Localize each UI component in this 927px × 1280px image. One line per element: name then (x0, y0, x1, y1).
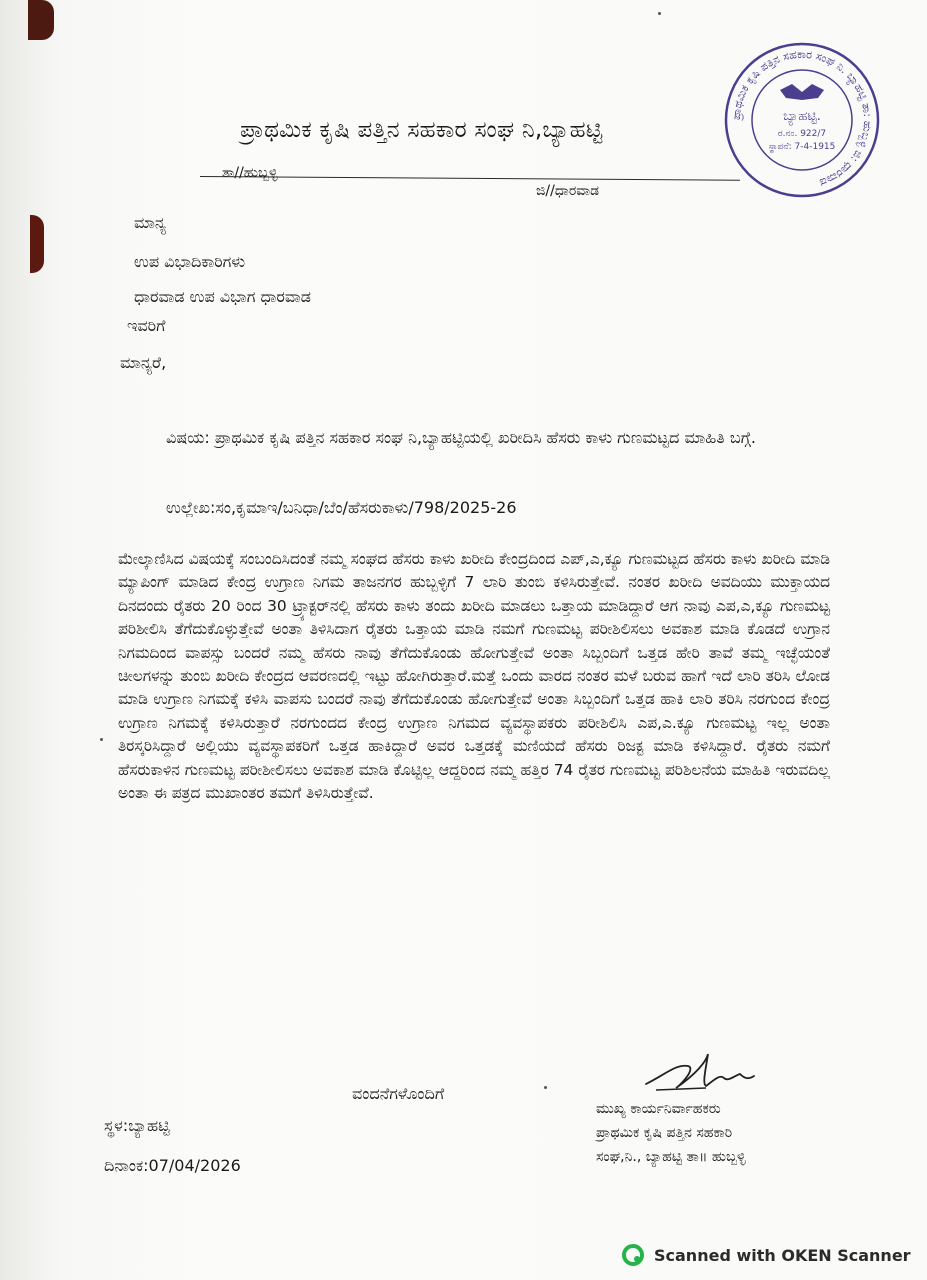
seal-reg-date: ಸ್ಥಾಪನೆ: 7-4-1915 (768, 142, 836, 152)
letterhead-district: ಜಿ//ಧಾರವಾಡ (536, 183, 600, 199)
handwritten-signature (636, 1044, 766, 1100)
recipient-to: ಇವರಿಗೆ (127, 316, 166, 335)
signatory-org: ಪ್ರಾಥಮಿಕ ಕೃಷಿ ಪತ್ತಿನ ಸಹಕಾರಿ (596, 1125, 733, 1141)
letterhead-rule (200, 176, 740, 181)
signatory-location: ಸಂಘ,ನಿ., ಬ್ಯಾಹಟ್ಟಿ ತಾ॥ ಹುಬ್ಬಳ್ಳಿ (596, 1149, 746, 1165)
scanner-watermark (622, 1242, 911, 1268)
recipient-honorific: ಮಾನ್ಯ (134, 213, 166, 232)
signatory-title: ಮುಖ್ಯ ಕಾರ್ಯನಿರ್ವಾಹಕರು (596, 1101, 721, 1117)
handshake-icon (780, 84, 824, 100)
recipient-designation: ಉಪ ವಿಭಾದಿಕಾರಿಗಳು (134, 252, 246, 271)
letter-place: ಸ್ಥಳ:ಬ್ಯಾಹಟ್ಟಿ (104, 1116, 170, 1135)
salutation: ಮಾನ್ಯರೆ, (120, 353, 167, 372)
signatory-block (596, 1097, 746, 1169)
society-seal-stamp (722, 40, 882, 200)
letter-reference: ಉಲ್ಲೇಖ:ಸಂ,ಕೃಮಾಇ/ಬನಿಧಾ/ಬೆಂ/ಹೆಸರುಕಾಳು/798/2025-26 (166, 498, 517, 517)
scan-speck (658, 12, 661, 15)
letter-date: ದಿನಾಂಕ:07/04/2026 (104, 1156, 241, 1175)
closing-greeting: ವಂದನೆಗಳೊಂದಿಗೆ (352, 1084, 445, 1103)
scan-speck (100, 738, 103, 741)
seal-ring-text: ಪ್ರಾಥಮಿಕ ಕೃಷಿ ಪತ್ತಿನ ಸಹಕಾರ ಸಂಘ ನಿ. ಬ್ಯಾಹಟ್ಟಿ ತಾ: ಹುಬ್ಬಳ್ಳಿ ಜಿ: ಧಾರವಾಡ (729, 47, 875, 190)
page-edge-shadow-top (28, 0, 54, 40)
scan-speck (544, 1086, 547, 1089)
seal-reg-no: ರ.ನಂ. 922/7 (777, 129, 827, 139)
seal-center-name: ಬ್ಯಾಹಟ್ಟಿ. (783, 109, 821, 124)
letter-subject: ವಿಷಯ: ಪ್ರಾಥಮಿಕ ಕೃಷಿ ಪತ್ತಿನ ಸಹಕಾರ ಸಂಘ ನಿ,ಬ್ಯಾಹಟ್ಟಿಯಲ್ಲಿ ಖರೀದಿಸಿ ಹೆಸರು ಕಾಳು ಗುಣಮಟ್ಟದ ಮಾಹಿತಿ ಬಗ್ಗೆ. (166, 428, 756, 447)
scanner-label: Scanned with OKEN Scanner (654, 1245, 911, 1265)
page-edge-shadow-mid (30, 215, 44, 273)
letterhead-taluk: ತಾ//ಹುಬ್ಬಳ್ಳಿ (222, 165, 278, 181)
letter-body: ಮೇಲ್ಕಾಣಿಸಿದ ವಿಷಯಕ್ಕೆ ಸಂಬಂದಿಸಿದಂತೆ ನಮ್ಮ ಸಂಘದ ಹೆಸರು ಕಾಳು ಖರೀದಿ ಕೇಂದ್ರದಿಂದ ಎಪ್,ಎ,ಕ್ಯೂ ಗುಣಮಟ್ಟದ ಹೆಸರು ಕಾಳು ಖರೀದಿ ಮಾಡಿ ಮ್ಯಾಪಿಂಗ್ ಮಾಡಿದ ಕೇಂದ್ರ ಉಗ್ರಾಣ ನಿಗಮ ತಾಜನಗರ ಹುಬ್ಬಳ್ಳಿಗೆ 7 ಲಾರಿ ತುಂಬಿ ಕಳಿಸಿರುತ್ತೇವೆ. ನಂತರ ಖರೀದಿ ಅವದಿಯು ಮುಕ್ತಾಯದ ದಿನದಂದು ರೈತರು 20 ರಿಂದ 30 ಟ್ರ್ಯಾಕ್ಟರ್‌ನಲ್ಲಿ ಹೆಸರು ಕಾಳು ತಂದು ಖರೀದಿ ಮಾಡಲು ಒತ್ತಾಯ ಮಾಡಿದ್ದಾರೆ ಆಗ ನಾವು ಎಪ,ಎ,ಕ್ಯೂ ಗುಣಮಟ್ಟ ಪರಿಶೀಲಿಸಿ ತೆಗೆದುಕೊಳ್ಳುತ್ತೇವೆ ಅಂತಾ ತಿಳಿಸಿದಾಗ ರೈತರು ಒತ್ತಾಯ ಮಾಡಿ ನಮಗೆ ಗುಣಮಟ್ಟ ಪರೀಶಿಲಿಸಲು ಅವಕಾಶ ಮಾಡಿ ಕೊಡದೆ ಉಗ್ರಾನ ನಿಗಮದಿಂದ ವಾಪಸ್ಸು ಬಂದರೆ ನಮ್ಮ ಹೆಸರು ನಾವು ತೆಗೆದುಕೊಂಡು ಹೋಗುತ್ತೇವೆ ಅಂತಾ ಸಿಬ್ಬಂದಿಗೆ ಒತ್ತಡ ಹೇರಿ ತಾವೆ ತಮ್ಮ ಇಚ್ಛೆಯಂತೆ ಚೀಲಗಳನ್ನು ತುಂಬಿ ಖರೀದಿ ಕೇಂದ್ರದ ಆವರಣದಲ್ಲಿ ಇಟ್ಟು ಹೋಗಿರುತ್ತಾರೆ.ಮತ್ತೆ ಒಂದು ವಾರದ ನಂತರ ಮಳೆ ಬರುವ ಹಾಗೆ ಇದೆ ಲಾರಿ ತರಿಸಿ ಲೋಡ ಮಾಡಿ ಉಗ್ರಾಣ ನಿಗಮಕ್ಕೆ ಕಳಿಸಿ ವಾಪಸು ಬಂದರೆ ನಾವು ತೆಗೆದುಕೊಂಡು ಹೋಗುತ್ತೇವೆ ಅಂತಾ ಸಿಬ್ಬಂದಿಗೆ ಒತ್ತಡ ಹಾಕಿ ಲಾರಿ ತರಿಸಿ ನರಗುಂದ ಕೇಂದ್ರ ಉಗ್ರಾಣ ನಿಗಮಕ್ಕೆ ಕಳಿಸಿರುತ್ತಾರೆ ನರಗುಂದದ ಕೇಂದ್ರ ಉಗ್ರಾಣ ನಿಗಮದ ವ್ಯವಸ್ಥಾಪಕರು ಪರೀಶಿಲಿಸಿ ಎಪ,ಎ.ಕ್ಯೂ ಗುಣಮಟ್ಟ ಇಲ್ಲ ಅಂತಾ ತಿರಸ್ಕರಿಸಿದ್ದಾರೆ ಅಲ್ಲಿಯು ವ್ಯವಸ್ಥಾಪಕರಿಗೆ ಒತ್ತಡ ಹಾಕಿದ್ದಾರೆ ಅವರ ಒತ್ತಡಕ್ಕೆ ಮಣಿಯದೆ ಹೆಸರು ರಿಜಕ್ಟ ಮಾಡಿ ಕಳಿಸಿದ್ದಾರೆ. ರೈತರು ನಮಗೆ ಹೆಸರುಕಾಳಿನ ಗುಣಮಟ್ಟ ಪರೀಶೀಲಿಸಲು ಅವಕಾಶ ಮಾಡಿ ಕೊಟ್ಟಿಲ್ಲ ಆದ್ದರಿಂದ ನಮ್ಮ ಹತ್ತಿರ 74 ರೈತರ ಗುಣಮಟ್ಟ ಪರಿಶಿಲನೆಯ ಮಾಹಿತಿ ಇರುವದಿಲ್ಲ ಅಂತಾ ಈ ಪತ್ರದ ಮುಖಾಂತರ ತಮಗೆ ತಿಳಿಸಿರುತ್ತೇವೆ. (118, 550, 830, 803)
recipient-office: ಧಾರವಾಡ ಉಪ ವಿಭಾಗ ಧಾರವಾಡ (134, 287, 312, 306)
oken-scanner-logo-icon (622, 1244, 644, 1266)
letterhead-title: ಪ್ರಾಥಮಿಕ ಕೃಷಿ ಪತ್ತಿನ ಸಹಕಾರ ಸಂಘ ನಿ,ಬ್ಯಾಹಟ್ಟಿ (240, 117, 603, 143)
